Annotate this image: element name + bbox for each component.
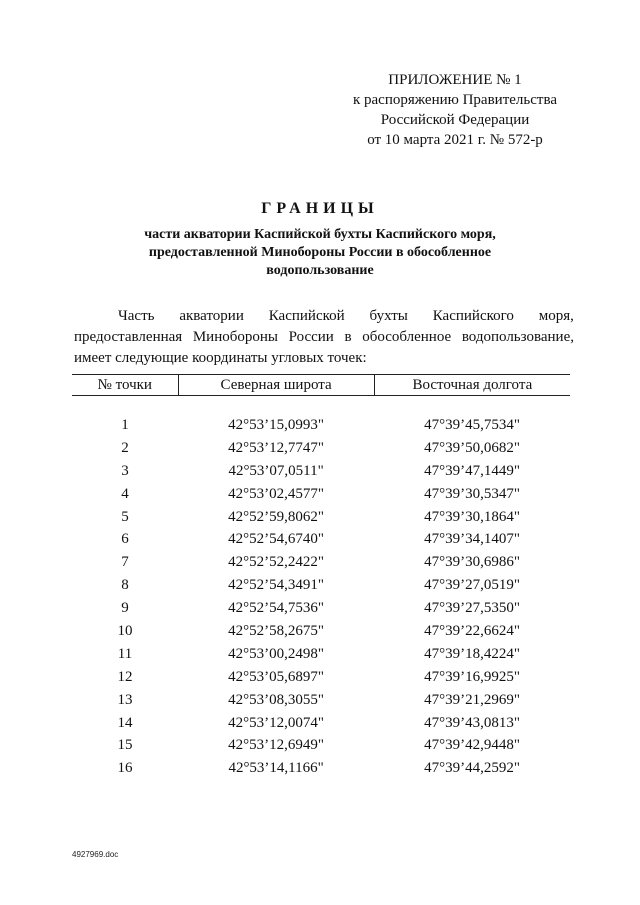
file-reference: 4927969.doc — [72, 850, 119, 859]
intro-word: предоставленная — [74, 329, 183, 345]
cell-latitude: 42°52’54,7536" — [228, 600, 325, 617]
subtitle-line: части акватории Каспийской бухты Каспийского моря, — [144, 227, 496, 242]
intro-word: в — [344, 329, 352, 345]
cell-point-number: 7 — [121, 554, 129, 571]
cell-longitude: 47°39’30,5347" — [424, 485, 521, 502]
cell-point-number: 9 — [121, 600, 129, 617]
intro-word: Каспийского — [432, 308, 514, 324]
intro-word: Каспийской — [268, 308, 345, 324]
table-spacer-row — [72, 396, 570, 415]
cell-point-number: 2 — [121, 439, 129, 456]
cell-point-number: 13 — [117, 691, 133, 708]
table-row — [72, 712, 570, 735]
cell-point-number: 15 — [117, 737, 133, 754]
document-title: ГРАНИЦЫ — [261, 200, 379, 217]
cell-longitude: 47°39’42,9448" — [424, 737, 521, 754]
cell-point-number: 5 — [121, 508, 129, 525]
coordinates-table-body — [72, 396, 570, 781]
table-row — [72, 689, 570, 712]
cell-point-number: 3 — [121, 462, 129, 479]
table-row — [72, 643, 570, 666]
table-row — [72, 437, 570, 460]
subtitle-line: водопользование — [266, 263, 374, 278]
table-row — [72, 528, 570, 551]
intro-word: Минобороны — [192, 329, 278, 345]
intro-word: обособленное — [362, 329, 452, 345]
subtitle-line: предоставленной Минобороны России в обособленное — [148, 245, 492, 260]
coordinates-table — [72, 374, 570, 780]
cell-longitude: 47°39’30,1864" — [424, 508, 521, 525]
intro-word: водопользование, — [461, 329, 574, 345]
cell-point-number: 14 — [117, 714, 133, 731]
cell-longitude: 47°39’45,7534" — [424, 416, 521, 433]
cell-point-number: 16 — [117, 760, 133, 777]
cell-point-number: 1 — [121, 416, 129, 433]
column-header-latitude: Северная широта — [178, 375, 374, 396]
table-row — [72, 460, 570, 483]
table-row — [72, 734, 570, 757]
cell-latitude: 42°53’12,6949" — [228, 737, 325, 754]
cell-longitude: 47°39’34,1407" — [424, 531, 521, 548]
cell-latitude: 42°53’15,0993" — [228, 416, 325, 433]
intro-word: России — [288, 329, 334, 345]
cell-longitude: 47°39’44,2592" — [424, 760, 521, 777]
cell-latitude: 42°52’54,3491" — [228, 577, 325, 594]
cell-latitude: 42°53’02,4577" — [228, 485, 325, 502]
cell-longitude: 47°39’16,9925" — [424, 668, 521, 685]
cell-latitude: 42°53’00,2498" — [228, 645, 325, 662]
cell-latitude: 42°53’07,0511" — [228, 462, 324, 479]
table-row — [72, 597, 570, 620]
column-header-point: № точки — [72, 375, 178, 396]
cell-latitude: 42°52’58,2675" — [228, 622, 325, 639]
cell-latitude: 42°52’59,8062" — [228, 508, 325, 525]
cell-point-number: 12 — [117, 668, 133, 685]
cell-longitude: 47°39’27,0519" — [424, 577, 521, 594]
cell-point-number: 6 — [121, 531, 129, 548]
cell-point-number: 4 — [121, 485, 129, 502]
table-row — [72, 620, 570, 643]
column-header-longitude: Восточная долгота — [374, 375, 570, 396]
cell-longitude: 47°39’47,1449" — [424, 462, 521, 479]
cell-longitude: 47°39’43,0813" — [424, 714, 521, 731]
cell-latitude: 42°53’14,1166" — [228, 760, 324, 777]
table-row — [72, 483, 570, 506]
cell-latitude: 42°52’54,6740" — [228, 531, 325, 548]
table-row — [72, 574, 570, 597]
annex-reference: к распоряжению Правительства — [352, 92, 557, 108]
cell-latitude: 42°53’12,7747" — [228, 439, 325, 456]
intro-paragraph — [74, 306, 574, 369]
cell-point-number: 11 — [117, 645, 133, 662]
cell-longitude: 47°39’21,2969" — [424, 691, 521, 708]
cell-latitude: 42°53’05,6897" — [228, 668, 325, 685]
cell-latitude: 42°52’52,2422" — [228, 554, 325, 571]
intro-word: акватории — [179, 308, 244, 324]
annex-header — [330, 70, 580, 150]
intro-word: бухты — [369, 308, 408, 324]
cell-longitude: 47°39’27,5350" — [424, 600, 521, 617]
intro-line — [74, 306, 574, 327]
annex-authority: Российской Федерации — [380, 112, 530, 128]
annex-number: ПРИЛОЖЕНИЕ № 1 — [388, 72, 522, 88]
table-row — [72, 757, 570, 780]
document-subtitle — [110, 226, 530, 280]
intro-word: Часть — [118, 308, 155, 324]
cell-longitude: 47°39’18,4224" — [424, 645, 521, 662]
cell-latitude: 42°53’08,3055" — [228, 691, 325, 708]
table-row — [72, 666, 570, 689]
intro-line: имеет следующие координаты угловых точек: — [74, 350, 367, 366]
table-row — [72, 551, 570, 574]
cell-point-number: 8 — [121, 577, 129, 594]
intro-word: моря, — [538, 308, 574, 324]
cell-point-number: 10 — [117, 622, 133, 639]
cell-latitude: 42°53’12,0074" — [228, 714, 325, 731]
intro-line — [74, 327, 574, 348]
cell-longitude: 47°39’22,6624" — [424, 622, 521, 639]
table-row — [72, 414, 570, 437]
cell-longitude: 47°39’30,6986" — [424, 554, 521, 571]
table-header-row — [72, 375, 570, 396]
cell-longitude: 47°39’50,0682" — [424, 439, 521, 456]
annex-date: от 10 марта 2021 г. № 572-р — [367, 132, 543, 148]
table-row — [72, 506, 570, 529]
